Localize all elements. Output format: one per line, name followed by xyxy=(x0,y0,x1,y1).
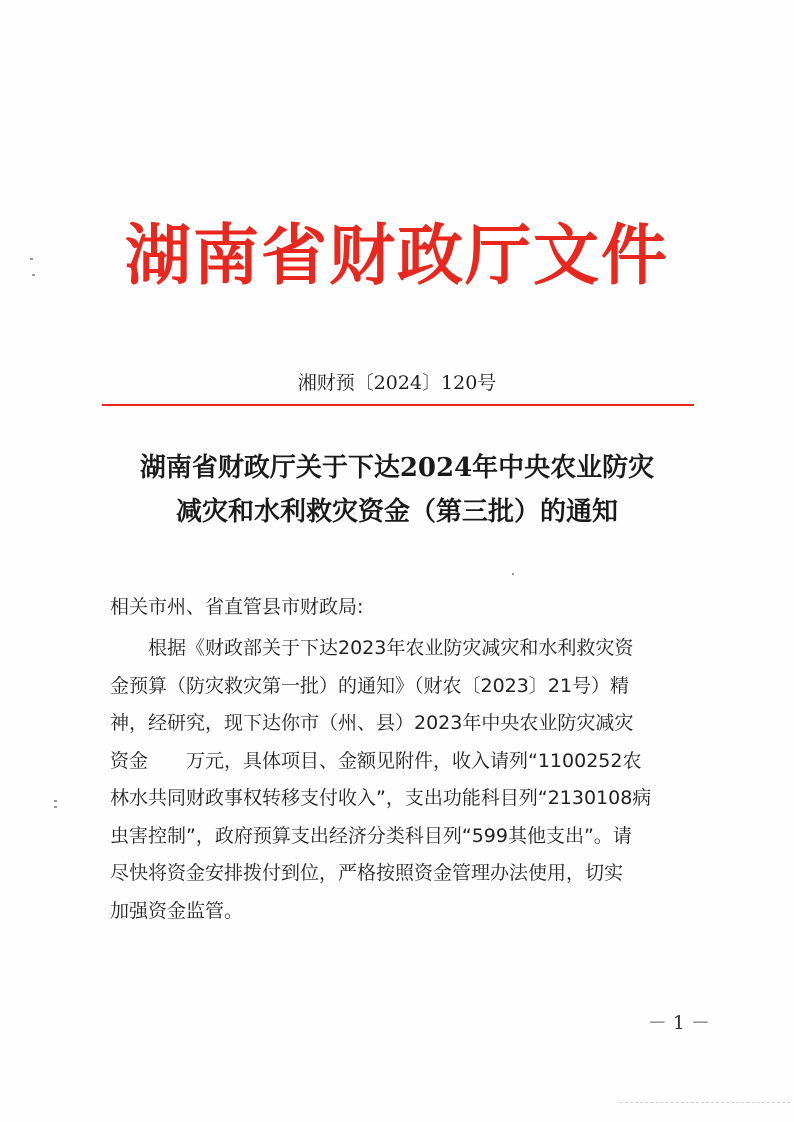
scan-speck xyxy=(512,573,514,575)
salutation: 相关市州、省直管县市财政局: xyxy=(110,596,364,618)
body-line: 尽快将资金安排拨付到位，严格按照资金管理办法使用，切实 xyxy=(110,862,624,884)
document-number: 湘财预〔2024〕120号 xyxy=(297,372,497,394)
body-line: 林水共同财政事权转移支付收入”，支出功能科目列“2130108病 xyxy=(110,787,652,809)
body-line: 根据《财政部关于下达2023年农业防灾减灾和水利救灾资 xyxy=(148,637,634,659)
document-title-line-2: 减灾和水利救灾资金（第三批）的通知 xyxy=(175,497,618,527)
document-title xyxy=(0,446,794,534)
agency-header-title: 湖南省财政厅文件 xyxy=(125,216,669,294)
scan-speck xyxy=(54,800,57,802)
scan-edge-line xyxy=(620,1102,790,1103)
body-line: 虫害控制”，政府预算支出经济分类科目列“599其他支出”。请 xyxy=(110,824,632,847)
body-line: 金预算（防灾救灾第一批）的通知》（财农〔2023〕21号）精 xyxy=(110,674,630,697)
body-text xyxy=(110,630,710,930)
red-divider-line xyxy=(102,404,694,406)
body-line: 资金 万元，具体项目、金额见附件，收入请列“1100252农 xyxy=(110,749,642,772)
document-title-line-1: 湖南省财政厅关于下达2024年中央农业防灾 xyxy=(139,453,655,483)
body-line: 加强资金监管。 xyxy=(110,899,244,922)
scan-speck xyxy=(54,806,57,808)
body-line: 神，经研究，现下达你市（州、县）2023年中央农业防灾减灾 xyxy=(110,712,634,734)
scan-speck xyxy=(30,258,33,260)
scan-speck xyxy=(32,274,35,276)
page-number: － 1 － xyxy=(647,1012,710,1034)
